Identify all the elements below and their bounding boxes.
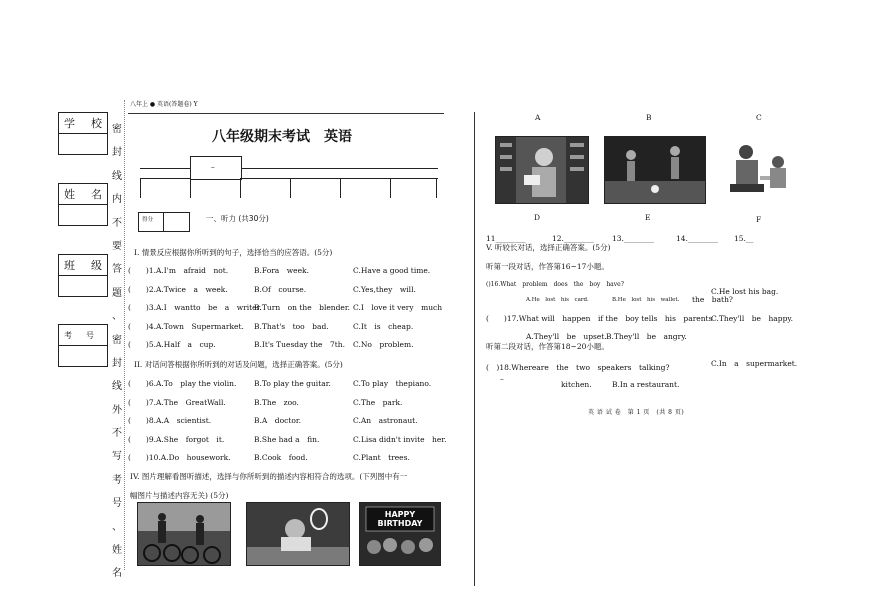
answer-option: C.To play thepiano. xyxy=(353,379,432,388)
q18-option-b: B.In a restaurant. xyxy=(612,380,680,389)
seal-char: 写 xyxy=(112,451,122,463)
exam-no-box xyxy=(58,324,108,367)
q16-option-c: C.He lost his bag. xyxy=(711,287,779,296)
seal-char: 线 xyxy=(112,170,122,182)
page-title: 八年级期末考试 英语 xyxy=(212,129,352,145)
school-box xyxy=(58,112,108,155)
question-stem: ( )4.A.Town Supermarket. xyxy=(128,321,244,331)
class-box xyxy=(58,254,108,297)
seal-char: 密 xyxy=(112,334,122,346)
answer-option: B.Of course. xyxy=(254,284,307,294)
seal-char: 线 xyxy=(112,381,122,393)
q17-option-b: B.They'll be angry. xyxy=(606,332,687,341)
part1-instruction: I. 情景反应根据你所听到的句子，选择恰当的应答语。(5分) xyxy=(134,248,333,257)
seal-char: 内 xyxy=(112,194,122,206)
dialog2-intro: 听第二段对话，作答第18~20小题。 xyxy=(486,342,609,351)
part2-instruction: II. 对话问答根据你所听到的对话及问题，选择正确答案。(5分) xyxy=(134,360,343,369)
seal-char: 要 xyxy=(112,240,122,252)
answer-option: B.A doctor. xyxy=(254,416,302,425)
q18-option-c: C.In a supermarket. xyxy=(711,359,798,368)
photo-mother-child xyxy=(720,140,798,202)
seal-char: 封 xyxy=(112,147,122,159)
answer-option: B.Cook food. xyxy=(254,453,308,462)
photo-birthday xyxy=(359,502,441,566)
answer-blank-13[interactable]: 13.________ xyxy=(612,234,654,243)
question-stem: ( )8.A.A scientist. xyxy=(128,416,212,425)
class-field[interactable] xyxy=(59,276,107,296)
head-rule xyxy=(128,113,444,114)
answer-option: C.An astronaut. xyxy=(353,416,418,425)
answer-option: B.The zoo. xyxy=(254,397,299,407)
name-label-2: 名 xyxy=(91,188,102,201)
seal-char: 姓 xyxy=(112,545,122,557)
answer-blank-12[interactable]: 12.________ xyxy=(552,234,594,243)
question-stem: ( )5.A.Half a cup. xyxy=(128,340,216,349)
seal-char: 题 xyxy=(112,287,122,299)
score-mark: – xyxy=(211,162,215,171)
photo-tennis xyxy=(246,502,350,566)
score-table xyxy=(140,162,438,198)
answer-option: C.Lisa didn't invite her. xyxy=(353,434,447,444)
page-divider xyxy=(474,112,475,586)
school-field[interactable] xyxy=(59,134,107,154)
part5-instruction: V. 听较长对话，选择正确答案。(5分) xyxy=(486,243,611,252)
answer-option: B.She had a fin. xyxy=(254,434,320,444)
seal-char: 、 xyxy=(112,311,122,323)
question-stem: ( )6.A.To play the violin. xyxy=(128,379,237,388)
grader-label: 得分 xyxy=(142,217,154,223)
photo-label-b: B xyxy=(646,113,652,122)
grader-box xyxy=(138,212,190,232)
running-head: 八年上 ● 英语(答题卷) Y xyxy=(130,101,198,108)
class-label-2: 级 xyxy=(91,259,102,272)
answer-blank-11[interactable]: 11________ xyxy=(486,234,526,243)
q16-option-b: B.He lost his wallet. xyxy=(612,297,680,303)
exam-no-label-2: 号 xyxy=(86,330,94,340)
seal-line xyxy=(124,100,125,570)
seal-line-text xyxy=(110,120,124,588)
q18-option-a: kitchen. xyxy=(561,380,592,389)
seal-char: 号 xyxy=(112,498,122,510)
part4-instruction-2: 幅图片与描述内容无关) (5分) xyxy=(130,491,229,500)
photo-label-f: F xyxy=(756,215,762,224)
page-footer: 英 语 试 卷 第 1 页 (共 8 页) xyxy=(588,409,685,416)
answer-option: C.Yes,they will. xyxy=(353,284,416,294)
photo-label-e: E xyxy=(645,213,651,222)
exam-no-label-1: 考 xyxy=(64,330,72,340)
name-field[interactable] xyxy=(59,205,107,225)
seal-char: 外 xyxy=(112,404,122,416)
seal-char: 答 xyxy=(112,264,122,276)
q17-option-c: C.They'll be happy. xyxy=(711,314,793,323)
answer-option: C.No problem. xyxy=(353,340,414,349)
question-stem: ( )2.A.Twice a week. xyxy=(128,284,228,294)
q17-option-a: A.They'll be upset. xyxy=(526,332,607,341)
q16-option-a: A.He lost his card. xyxy=(526,297,589,303)
question-stem: ( )9.A.She forgot it. xyxy=(128,434,225,444)
photo-label-c: C xyxy=(756,113,762,122)
answer-option: C.The park. xyxy=(353,397,403,407)
answer-option: B.To play the guitar. xyxy=(254,379,331,388)
q17-stem: ( )17.What will happen if the boy tells his parents xyxy=(486,314,713,323)
seal-char: 名 xyxy=(112,568,122,580)
photo-label-d: D xyxy=(534,213,541,222)
question-stem: ( )7.A.The GreatWall. xyxy=(128,397,226,407)
q18-stem: ( )18.Whereare the two speakers talking? xyxy=(486,363,670,372)
question-stem: ( )1.A.I'm afraid not. xyxy=(128,266,229,275)
exam-no-field[interactable] xyxy=(59,346,107,366)
seal-char: 封 xyxy=(112,357,122,369)
q18-dash: – xyxy=(500,374,504,383)
birthday-banner-text: HAPPY BIRTHDAY xyxy=(377,510,423,528)
name-box xyxy=(58,183,108,226)
dialog1-intro: 听第一段对话，作答第16~17小题。 xyxy=(486,262,609,271)
photo-reading-woman xyxy=(495,136,589,204)
answer-blank-15[interactable]: 15.__ xyxy=(734,234,754,243)
school-label-1: 学 xyxy=(64,117,75,130)
q16-stem: ()16.What problem does the boy have? xyxy=(486,281,624,288)
class-label-1: 班 xyxy=(64,259,75,272)
question-stem: ( )10.A.Do housework. xyxy=(128,453,231,462)
answer-option: C.It is cheap. xyxy=(353,321,414,331)
seal-char: 考 xyxy=(112,474,122,486)
score-cell-total xyxy=(190,156,242,180)
answer-option: B.It's Tuesday the 7th. xyxy=(254,340,345,349)
answer-option: C.I love it very much xyxy=(353,303,443,312)
photo-soccer xyxy=(604,136,706,204)
answer-option: B.Fora week. xyxy=(254,266,309,275)
answer-option: C.Plant trees. xyxy=(353,453,410,462)
answer-option: B.That's too bad. xyxy=(254,321,329,331)
seal-char: 不 xyxy=(112,217,122,229)
seal-char: 不 xyxy=(112,428,122,440)
answer-option: C.Have a good time. xyxy=(353,266,431,275)
school-label-2: 校 xyxy=(91,117,102,130)
seal-char: 、 xyxy=(112,521,122,533)
seal-char: 密 xyxy=(112,124,122,135)
part4-instruction-1: IV. 图片理解看图听描述，选择与你所听到的描述内容相符合的选项。(下列图中有一 xyxy=(130,472,408,481)
answer-option: B.Turn on the blender. xyxy=(254,303,351,312)
name-label-1: 姓 xyxy=(64,188,75,201)
q16-continuation: the bath? xyxy=(692,295,733,304)
question-stem: ( )3.A.I wantto be a writer. xyxy=(128,303,262,312)
answer-blank-14[interactable]: 14.________ xyxy=(676,234,718,243)
photo-label-a: A xyxy=(535,113,541,122)
photo-cyclists xyxy=(137,502,231,566)
section-one-heading: 一、听力 (共30分) xyxy=(206,214,269,223)
